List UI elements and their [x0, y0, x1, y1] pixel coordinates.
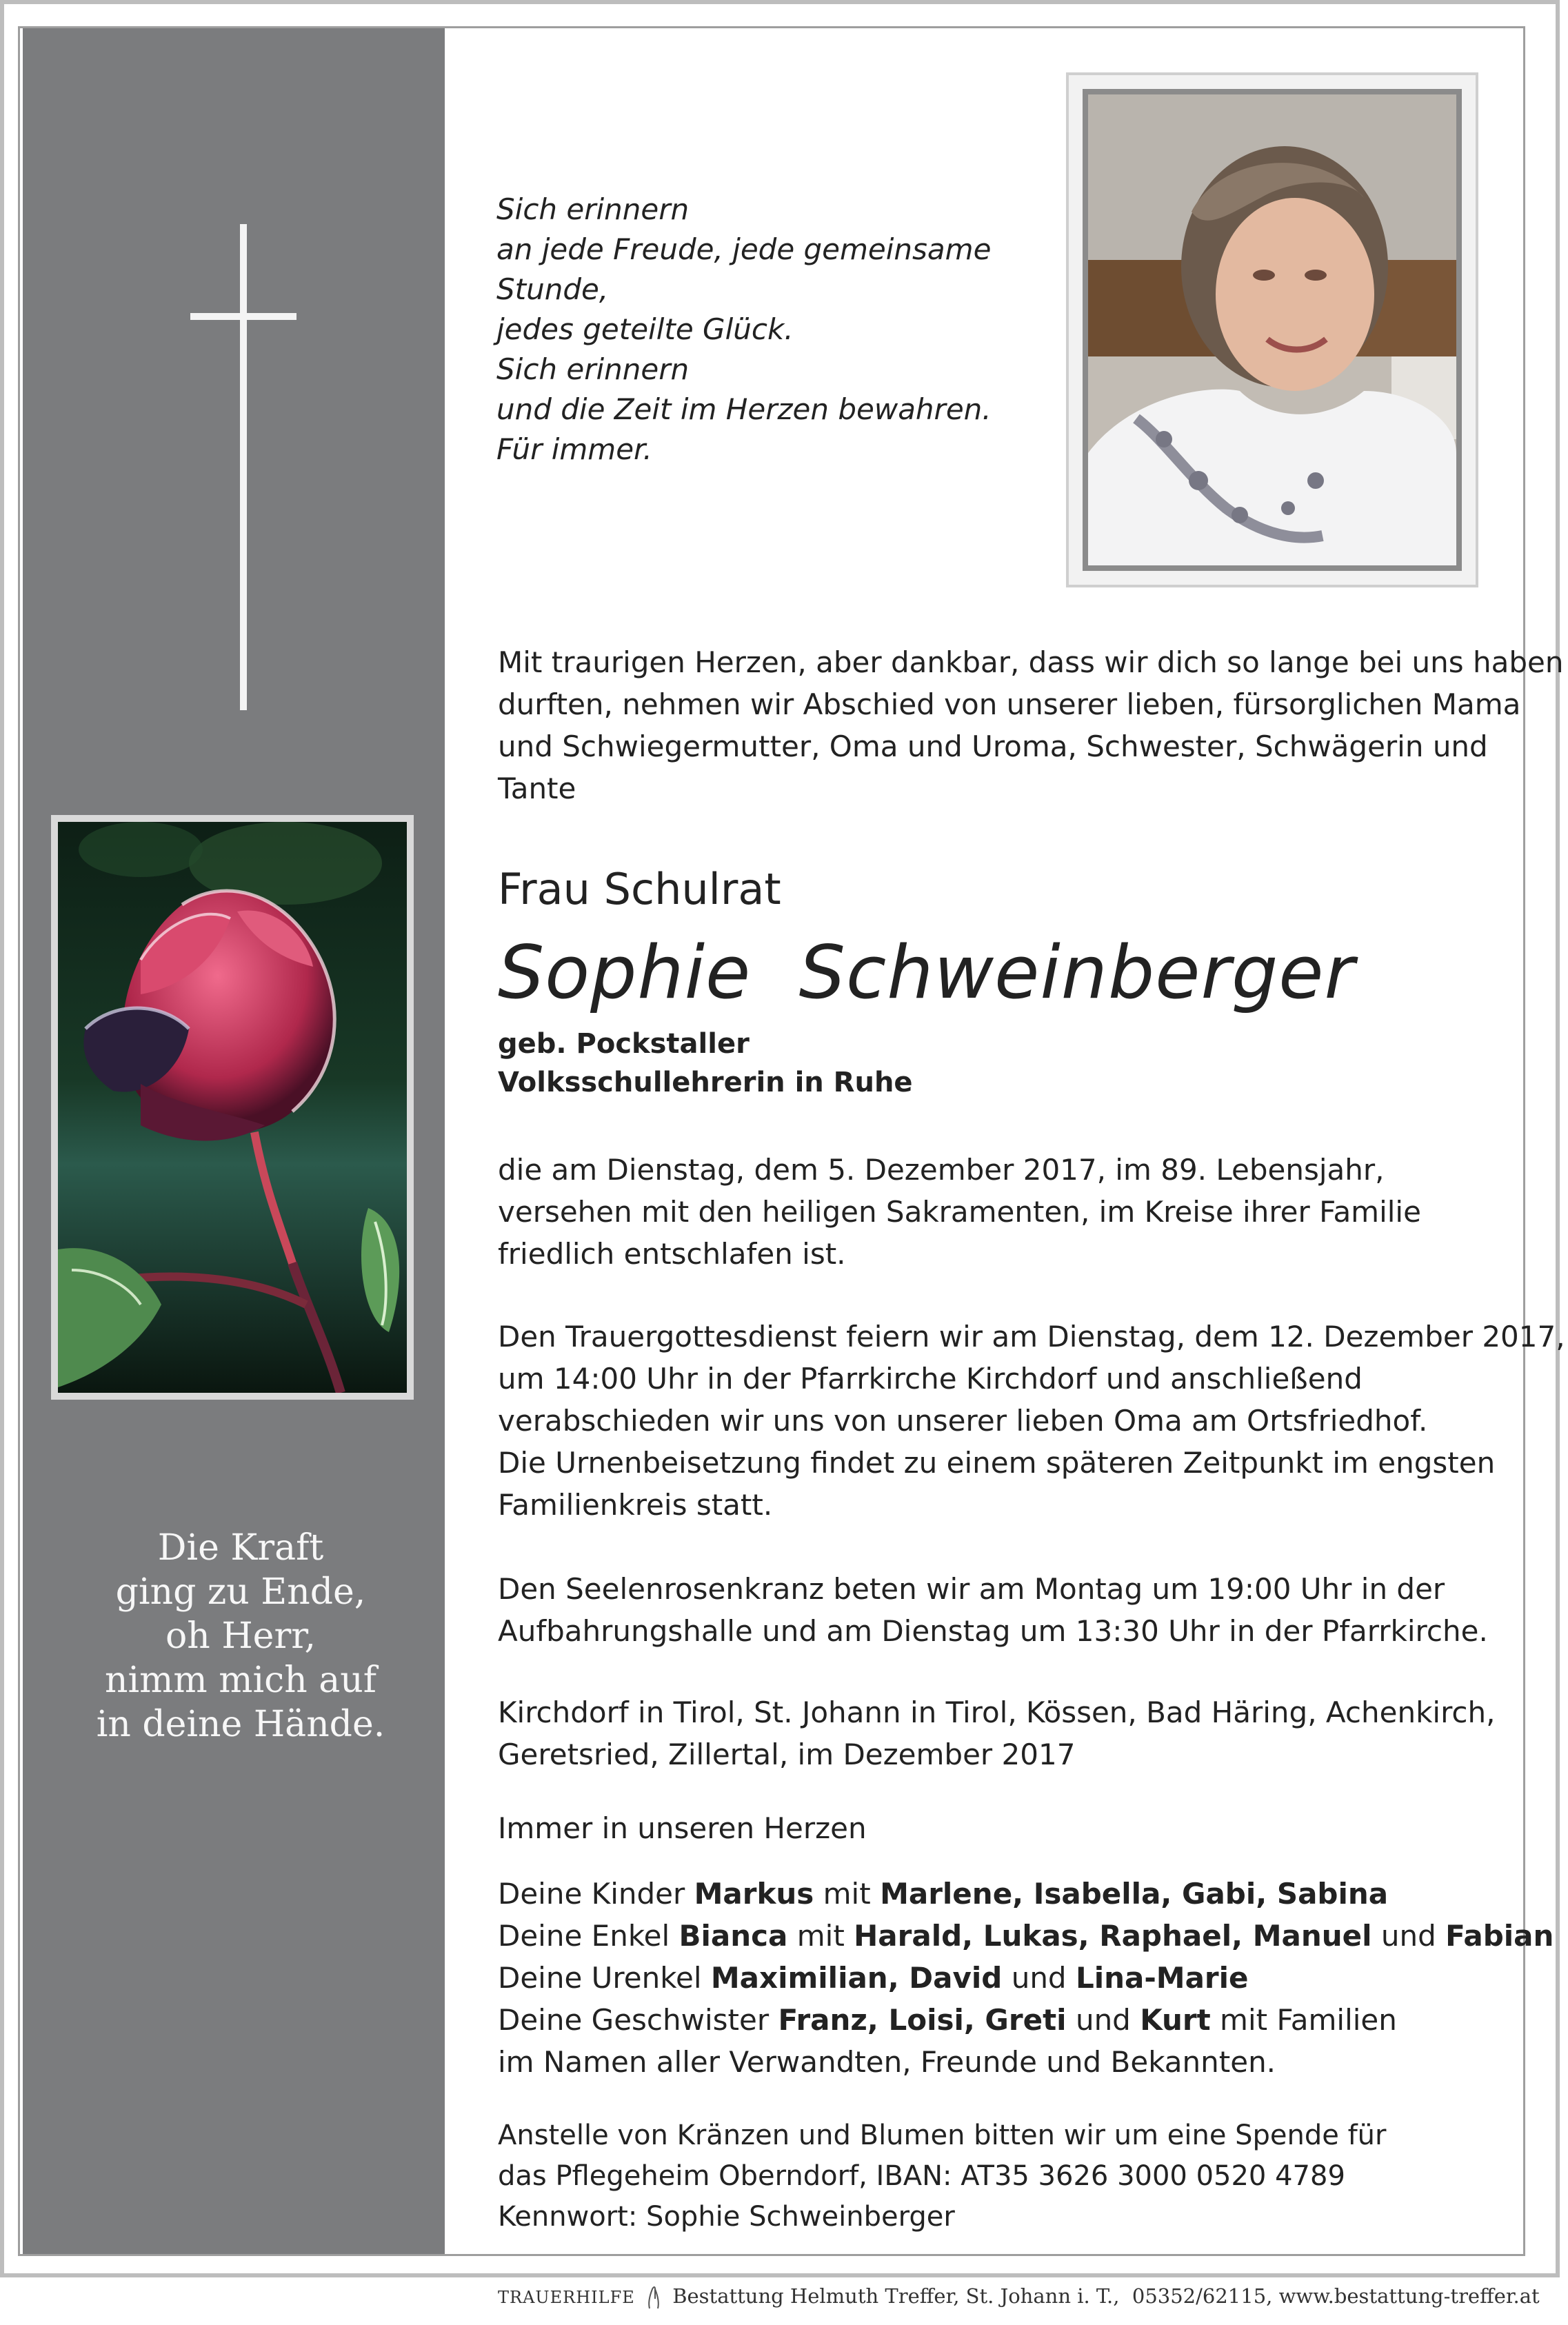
rosary-notice: [498, 1568, 1488, 1652]
footer-contact: Bestattung Helmuth Treffer, St. Johann i. T., 05352/62115, www.bestattung-treffer.at: [672, 2284, 1540, 2308]
family-label: Deine Urenkel: [498, 1961, 711, 1995]
footer-brand: TRAUERHILFE: [498, 2288, 635, 2307]
service-line: Die Urnenbeisetzung findet zu einem späteren Zeitpunkt im engsten: [498, 1446, 1496, 1480]
family-grandchildren: [498, 1915, 1554, 1957]
cross-vertical-bar: [240, 224, 247, 710]
rosary-line: Aufbahrungshalle und am Dienstag um 13:30 Uhr in der Pfarrkirche.: [498, 1614, 1488, 1648]
sidebar-quote: [41, 1526, 440, 1747]
portrait-photo: [1083, 89, 1462, 571]
service-line: Den Trauergottesdienst feiern wir am Dienstag, dem 12. Dezember 2017,: [498, 1320, 1565, 1353]
family-names: Fabian: [1445, 1919, 1554, 1953]
family-connector: und: [1371, 1919, 1446, 1953]
death-notice: [498, 1149, 1421, 1275]
intro-line: durften, nehmen wir Abschied von unserer lieben, fürsorglichen Mama: [498, 687, 1521, 721]
death-line: die am Dienstag, dem 5. Dezember 2017, im 89. Lebensjahr,: [498, 1153, 1385, 1187]
donation-line: Kennwort: Sophie Schweinberger: [498, 2201, 955, 2233]
family-connector: mit: [814, 1877, 881, 1911]
family-list: [498, 1873, 1554, 2083]
deceased-prefix: Frau Schulrat: [498, 864, 781, 914]
service-line: um 14:00 Uhr in der Pfarrkirche Kirchdorf und anschließend: [498, 1362, 1363, 1396]
funeral-service: [498, 1316, 1565, 1526]
family-great-grandchildren: [498, 1957, 1554, 1999]
family-names: Markus: [694, 1877, 814, 1911]
family-connector: mit Familien: [1210, 2003, 1397, 2037]
deceased-details: [498, 1025, 913, 1102]
family-names: Bianca: [679, 1919, 788, 1953]
rosary-line: Den Seelenrosenkranz beten wir am Montag um 19:00 Uhr in der: [498, 1572, 1445, 1606]
family-label: Deine Kinder: [498, 1877, 694, 1911]
family-names: Marlene, Isabella, Gabi, Sabina: [880, 1877, 1389, 1911]
service-line: verabschieden wir uns von unserer lieben Oma am Ortsfriedhof.: [498, 1404, 1428, 1438]
portrait-frame: [1066, 72, 1478, 587]
donation-note: [498, 2115, 1386, 2237]
memorial-poem: [496, 190, 992, 470]
cross-horizontal-bar: [190, 313, 296, 320]
deceased-name: Sophie Schweinberger: [498, 930, 1356, 1015]
intro-text: [498, 641, 1564, 809]
family-label: Deine Enkel: [498, 1919, 679, 1953]
family-names: Harald, Lukas, Raphael, Manuel: [854, 1919, 1372, 1953]
death-line: versehen mit den heiligen Sakramenten, im Kreise ihrer Familie: [498, 1195, 1421, 1229]
place-and-date: [498, 1691, 1495, 1775]
intro-line: Mit traurigen Herzen, aber dankbar, dass wir dich so lange bei uns haben: [498, 645, 1564, 679]
family-connector: und: [1002, 1961, 1076, 1995]
family-siblings: [498, 1999, 1554, 2041]
donation-line: Anstelle von Kränzen und Blumen bitten wir um eine Spende für: [498, 2120, 1387, 2151]
deceased-nee: geb. Pockstaller: [498, 1028, 750, 1060]
family-connector: und: [1066, 2003, 1140, 2037]
rose-photo: [51, 815, 414, 1400]
poem-line: Für immer.: [496, 432, 652, 466]
family-connector: mit: [787, 1919, 854, 1953]
poem-line: und die Zeit im Herzen bewahren.: [496, 392, 992, 426]
intro-line: und Schwiegermutter, Oma und Uroma, Schwester, Schwägerin und: [498, 729, 1488, 763]
sidebar-quote-line: ging zu Ende,: [115, 1571, 366, 1613]
family-names: Maximilian, David: [710, 1961, 1003, 1995]
death-line: friedlich entschlafen ist.: [498, 1237, 846, 1271]
poem-line: jedes geteilte Glück.: [496, 312, 794, 346]
donation-line: das Pflegeheim Oberndorf, IBAN: AT35 3626 3000 0520 4789: [498, 2160, 1345, 2192]
poem-line: an jede Freude, jede gemeinsame: [496, 232, 992, 266]
motto: Immer in unseren Herzen: [498, 1811, 867, 1845]
intro-line: Tante: [498, 772, 576, 805]
service-line: Familienkreis statt.: [498, 1488, 773, 1522]
place-line: Kirchdorf in Tirol, St. Johann in Tirol, Kössen, Bad Häring, Achenkirch,: [498, 1695, 1496, 1729]
poem-line: Sich erinnern: [496, 192, 690, 226]
poem-line: Sich erinnern: [496, 352, 690, 386]
footer: [498, 2279, 1540, 2313]
sidebar-quote-line: oh Herr,: [165, 1616, 316, 1657]
poem-line: Stunde,: [496, 272, 609, 306]
sidebar-quote-line: nimm mich auf: [104, 1660, 377, 1701]
praying-hands-icon: [645, 2284, 662, 2311]
sidebar-quote-line: in deine Hände.: [96, 1704, 385, 1745]
family-names: Lina-Marie: [1075, 1961, 1249, 1995]
family-names: Franz, Loisi, Greti: [778, 2003, 1067, 2037]
family-names: Kurt: [1140, 2003, 1211, 2037]
family-closing: im Namen aller Verwandten, Freunde und Bekannten.: [498, 2045, 1276, 2079]
place-line: Geretsried, Zillertal, im Dezember 2017: [498, 1738, 1076, 1771]
family-label: Deine Geschwister: [498, 2003, 778, 2037]
deceased-title: Volksschullehrerin in Ruhe: [498, 1067, 913, 1098]
family-children: [498, 1873, 1554, 1915]
sidebar-quote-line: Die Kraft: [157, 1527, 324, 1569]
